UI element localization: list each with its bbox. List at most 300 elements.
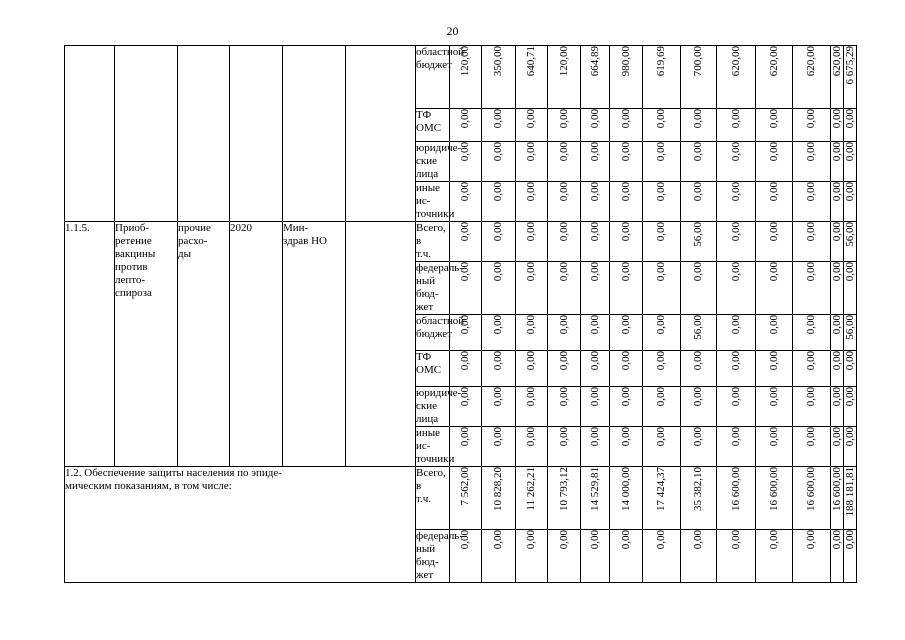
year: 2020 bbox=[230, 222, 283, 467]
value-text: 0,00 bbox=[492, 427, 504, 447]
value-text: 0,00 bbox=[557, 222, 570, 242]
value-cell bbox=[516, 467, 548, 530]
value-text: 0,00 bbox=[655, 182, 667, 202]
value-cell bbox=[717, 315, 756, 351]
value-cell bbox=[717, 262, 756, 315]
value-text: 0,00 bbox=[525, 351, 537, 371]
value-cell bbox=[717, 182, 756, 222]
value-text: 0,00 bbox=[843, 109, 856, 129]
value-cell bbox=[482, 351, 516, 387]
value-text: 120,00 bbox=[557, 46, 570, 77]
value-text: 56,00 bbox=[843, 315, 856, 340]
value-text: 6 675,29 bbox=[843, 46, 856, 85]
value-cell bbox=[756, 262, 793, 315]
value-text: 0,00 bbox=[525, 142, 537, 162]
value-cell bbox=[831, 427, 844, 467]
value-text: 0,00 bbox=[830, 109, 843, 129]
value-text: 0,00 bbox=[588, 182, 601, 202]
value-text: 0,00 bbox=[805, 530, 817, 550]
value-cell bbox=[831, 142, 844, 182]
value-text: 0,00 bbox=[729, 109, 742, 129]
value-cell bbox=[831, 530, 844, 583]
value-text: 0,00 bbox=[492, 142, 504, 162]
value-cell bbox=[581, 467, 610, 530]
value-text: 0,00 bbox=[557, 142, 570, 162]
value-text: 0,00 bbox=[655, 142, 667, 162]
budget-table-body bbox=[65, 46, 857, 583]
value-cell bbox=[450, 222, 482, 262]
value-text: 0,00 bbox=[459, 109, 471, 129]
value-text: 0,00 bbox=[767, 315, 780, 335]
value-cell bbox=[482, 467, 516, 530]
value-text: 0,00 bbox=[588, 222, 601, 242]
empty-cell bbox=[346, 222, 416, 467]
value-cell bbox=[482, 46, 516, 109]
value-cell bbox=[793, 387, 831, 427]
empty-cell bbox=[178, 46, 230, 222]
value-text: 0,00 bbox=[459, 387, 471, 407]
value-cell bbox=[844, 351, 857, 387]
funding-source: Всего, в т.ч. bbox=[416, 222, 450, 262]
value-text: 0,00 bbox=[459, 530, 471, 550]
value-cell bbox=[643, 315, 681, 351]
value-cell bbox=[482, 530, 516, 583]
budget-table bbox=[64, 45, 857, 583]
value-cell bbox=[831, 387, 844, 427]
value-text: 0,00 bbox=[767, 427, 780, 447]
value-text: 0,00 bbox=[557, 427, 570, 447]
value-text: 0,00 bbox=[692, 427, 704, 447]
value-text: 0,00 bbox=[619, 182, 632, 202]
value-text: 0,00 bbox=[619, 387, 632, 407]
value-cell bbox=[844, 315, 857, 351]
value-text: 0,00 bbox=[619, 262, 632, 282]
value-text: 980,00 bbox=[619, 46, 632, 77]
empty-cell bbox=[283, 46, 346, 222]
value-cell bbox=[450, 351, 482, 387]
funding-source: ТФ ОМС bbox=[416, 351, 450, 387]
value-text: 664,89 bbox=[588, 46, 601, 77]
value-cell bbox=[581, 109, 610, 142]
value-text: 0,00 bbox=[525, 427, 537, 447]
value-cell bbox=[831, 467, 844, 530]
value-text: 0,00 bbox=[557, 387, 570, 407]
value-cell bbox=[581, 315, 610, 351]
value-text: 0,00 bbox=[830, 315, 843, 335]
value-text: 14 529,81 bbox=[588, 467, 601, 511]
value-cell bbox=[717, 467, 756, 530]
value-cell bbox=[516, 427, 548, 467]
value-text: 0,00 bbox=[525, 262, 537, 282]
value-text: 0,00 bbox=[492, 182, 504, 202]
value-cell bbox=[516, 46, 548, 109]
value-cell bbox=[610, 530, 643, 583]
value-cell bbox=[482, 387, 516, 427]
value-text: 56,00 bbox=[692, 222, 704, 247]
value-cell bbox=[844, 467, 857, 530]
page-number: 20 bbox=[446, 24, 459, 38]
value-cell bbox=[610, 427, 643, 467]
value-text: 0,00 bbox=[830, 530, 843, 550]
value-text: 620,00 bbox=[805, 46, 817, 77]
value-text: 0,00 bbox=[619, 315, 632, 335]
value-text: 0,00 bbox=[767, 351, 780, 371]
value-text: 0,00 bbox=[655, 222, 667, 242]
empty-cell bbox=[346, 46, 416, 222]
value-text: 0,00 bbox=[805, 182, 817, 202]
value-cell bbox=[516, 142, 548, 182]
value-text: 0,00 bbox=[557, 182, 570, 202]
value-cell bbox=[482, 182, 516, 222]
value-text: 16 600,00 bbox=[805, 467, 817, 511]
value-text: 0,00 bbox=[767, 222, 780, 242]
value-cell bbox=[581, 262, 610, 315]
value-cell bbox=[548, 262, 581, 315]
value-cell bbox=[717, 142, 756, 182]
value-text: 0,00 bbox=[805, 262, 817, 282]
value-cell bbox=[643, 351, 681, 387]
value-cell bbox=[548, 530, 581, 583]
value-cell bbox=[844, 427, 857, 467]
value-cell bbox=[756, 351, 793, 387]
value-cell bbox=[681, 46, 717, 109]
value-cell bbox=[581, 530, 610, 583]
executor: Мин- здрав НО bbox=[283, 222, 346, 467]
value-cell bbox=[793, 467, 831, 530]
value-text: 0,00 bbox=[655, 315, 667, 335]
value-cell bbox=[516, 351, 548, 387]
value-cell bbox=[516, 315, 548, 351]
value-cell bbox=[610, 46, 643, 109]
value-cell bbox=[831, 46, 844, 109]
value-text: 0,00 bbox=[525, 222, 537, 242]
value-cell bbox=[643, 530, 681, 583]
value-text: 0,00 bbox=[729, 315, 742, 335]
value-text: 0,00 bbox=[843, 387, 856, 407]
value-cell bbox=[548, 427, 581, 467]
value-text: 0,00 bbox=[843, 530, 856, 550]
value-cell bbox=[643, 467, 681, 530]
value-cell bbox=[756, 109, 793, 142]
value-cell bbox=[844, 142, 857, 182]
value-text: 0,00 bbox=[525, 109, 537, 129]
value-text: 0,00 bbox=[619, 142, 632, 162]
value-cell bbox=[681, 142, 717, 182]
value-cell bbox=[482, 427, 516, 467]
value-text: 0,00 bbox=[692, 262, 704, 282]
value-cell bbox=[548, 467, 581, 530]
value-text: 0,00 bbox=[843, 142, 856, 162]
value-cell bbox=[581, 222, 610, 262]
value-cell bbox=[756, 182, 793, 222]
value-text: 0,00 bbox=[619, 530, 632, 550]
value-cell bbox=[450, 109, 482, 142]
funding-source: областной бюджет bbox=[416, 315, 450, 351]
value-cell bbox=[793, 182, 831, 222]
value-text: 0,00 bbox=[729, 427, 742, 447]
table-row bbox=[65, 46, 857, 109]
value-cell bbox=[831, 351, 844, 387]
value-text: 0,00 bbox=[492, 387, 504, 407]
value-text: 0,00 bbox=[619, 109, 632, 129]
value-cell bbox=[756, 467, 793, 530]
empty-cell bbox=[230, 46, 283, 222]
table-row bbox=[65, 467, 857, 530]
value-text: 10 793,12 bbox=[557, 467, 570, 511]
value-text: 14 000,00 bbox=[619, 467, 632, 511]
value-text: 0,00 bbox=[459, 142, 471, 162]
value-cell bbox=[717, 427, 756, 467]
value-text: 7 562,00 bbox=[459, 467, 471, 506]
value-cell bbox=[681, 222, 717, 262]
value-cell bbox=[516, 262, 548, 315]
value-text: 0,00 bbox=[692, 387, 704, 407]
item-name: Приоб- ретение вакцины против лепто- спироза bbox=[115, 222, 178, 467]
value-text: 0,00 bbox=[557, 530, 570, 550]
value-cell bbox=[793, 109, 831, 142]
value-text: 350,00 bbox=[492, 46, 504, 77]
value-text: 0,00 bbox=[729, 351, 742, 371]
value-cell bbox=[793, 315, 831, 351]
value-cell bbox=[756, 427, 793, 467]
value-text: 0,00 bbox=[588, 387, 601, 407]
value-cell bbox=[831, 262, 844, 315]
value-cell bbox=[610, 109, 643, 142]
value-cell bbox=[548, 182, 581, 222]
value-cell bbox=[717, 387, 756, 427]
value-cell bbox=[610, 351, 643, 387]
value-text: 0,00 bbox=[692, 530, 704, 550]
value-text: 0,00 bbox=[492, 315, 504, 335]
value-cell bbox=[717, 222, 756, 262]
value-cell bbox=[681, 315, 717, 351]
value-cell bbox=[793, 46, 831, 109]
value-text: 0,00 bbox=[729, 142, 742, 162]
section-title: 1.2. Обеспечение защиты населения по эпиде- мическим показаниям, в том числе: bbox=[65, 467, 416, 583]
value-text: 0,00 bbox=[729, 262, 742, 282]
value-cell bbox=[482, 262, 516, 315]
value-cell bbox=[581, 46, 610, 109]
value-cell bbox=[548, 142, 581, 182]
value-text: 0,00 bbox=[805, 351, 817, 371]
value-cell bbox=[717, 109, 756, 142]
value-cell bbox=[610, 182, 643, 222]
value-text: 0,00 bbox=[492, 109, 504, 129]
value-cell bbox=[482, 142, 516, 182]
value-text: 0,00 bbox=[830, 142, 843, 162]
value-text: 0,00 bbox=[767, 182, 780, 202]
value-text: 0,00 bbox=[843, 351, 856, 371]
value-text: 0,00 bbox=[692, 142, 704, 162]
value-text: 620,00 bbox=[830, 46, 843, 77]
value-cell bbox=[548, 109, 581, 142]
item-number: 1.1.5. bbox=[65, 222, 115, 467]
value-text: 0,00 bbox=[655, 351, 667, 371]
value-text: 0,00 bbox=[830, 182, 843, 202]
funding-source: иные ис- точники bbox=[416, 427, 455, 465]
value-text: 0,00 bbox=[805, 109, 817, 129]
value-cell bbox=[643, 387, 681, 427]
value-text: 0,00 bbox=[492, 222, 504, 242]
value-text: 56,00 bbox=[843, 222, 856, 247]
value-text: 0,00 bbox=[767, 262, 780, 282]
value-text: 0,00 bbox=[830, 387, 843, 407]
value-text: 0,00 bbox=[655, 109, 667, 129]
value-text: 0,00 bbox=[588, 427, 601, 447]
value-text: 0,00 bbox=[459, 351, 471, 371]
value-text: 0,00 bbox=[729, 182, 742, 202]
value-text: 0,00 bbox=[588, 315, 601, 335]
value-text: 11 262,21 bbox=[525, 467, 537, 511]
value-cell bbox=[756, 222, 793, 262]
value-text: 700,00 bbox=[692, 46, 704, 77]
value-text: 0,00 bbox=[492, 530, 504, 550]
value-text: 56,00 bbox=[692, 315, 704, 340]
funding-source: ТФ ОМС bbox=[416, 109, 450, 142]
value-cell bbox=[482, 222, 516, 262]
value-text: 640,71 bbox=[525, 46, 537, 77]
value-cell bbox=[717, 46, 756, 109]
value-cell bbox=[756, 142, 793, 182]
value-cell bbox=[581, 351, 610, 387]
value-cell bbox=[793, 142, 831, 182]
value-cell bbox=[793, 530, 831, 583]
value-text: 0,00 bbox=[767, 109, 780, 129]
value-cell bbox=[756, 315, 793, 351]
value-text: 16 600,00 bbox=[729, 467, 742, 511]
value-cell bbox=[643, 46, 681, 109]
value-cell bbox=[610, 262, 643, 315]
value-text: 0,00 bbox=[459, 427, 471, 447]
value-text: 120,00 bbox=[459, 46, 471, 77]
value-cell bbox=[610, 222, 643, 262]
value-text: 0,00 bbox=[588, 142, 601, 162]
value-cell bbox=[516, 109, 548, 142]
value-cell bbox=[610, 142, 643, 182]
value-text: 0,00 bbox=[655, 387, 667, 407]
value-text: 10 828,20 bbox=[492, 467, 504, 511]
value-cell bbox=[450, 182, 482, 222]
value-cell bbox=[581, 182, 610, 222]
value-text: 0,00 bbox=[557, 351, 570, 371]
value-text: 0,00 bbox=[557, 315, 570, 335]
value-cell bbox=[793, 351, 831, 387]
value-text: 17 424,37 bbox=[655, 467, 667, 511]
value-text: 0,00 bbox=[729, 222, 742, 242]
value-cell bbox=[681, 467, 717, 530]
value-text: 0,00 bbox=[459, 182, 471, 202]
value-text: 0,00 bbox=[767, 387, 780, 407]
value-cell bbox=[844, 387, 857, 427]
value-cell bbox=[831, 109, 844, 142]
value-cell bbox=[844, 222, 857, 262]
funding-source: федераль- ный бюд- жет bbox=[416, 530, 463, 581]
value-cell bbox=[548, 222, 581, 262]
value-cell bbox=[643, 109, 681, 142]
value-text: 0,00 bbox=[729, 387, 742, 407]
value-text: 16 600,00 bbox=[767, 467, 780, 511]
value-cell bbox=[844, 46, 857, 109]
expense-category: прочие расхо- ды bbox=[178, 222, 230, 467]
value-text: 0,00 bbox=[805, 142, 817, 162]
value-text: 0,00 bbox=[619, 222, 632, 242]
value-cell bbox=[581, 387, 610, 427]
value-cell bbox=[610, 315, 643, 351]
value-cell bbox=[717, 530, 756, 583]
value-cell bbox=[831, 182, 844, 222]
value-cell bbox=[516, 530, 548, 583]
value-cell bbox=[548, 351, 581, 387]
value-text: 0,00 bbox=[459, 262, 471, 282]
value-cell bbox=[548, 387, 581, 427]
value-cell bbox=[643, 222, 681, 262]
value-cell bbox=[844, 530, 857, 583]
value-text: 0,00 bbox=[830, 222, 843, 242]
value-text: 0,00 bbox=[619, 351, 632, 371]
value-cell bbox=[450, 467, 482, 530]
value-text: 188 181,81 bbox=[843, 467, 856, 517]
value-cell bbox=[793, 427, 831, 467]
value-text: 0,00 bbox=[588, 530, 601, 550]
value-text: 0,00 bbox=[805, 315, 817, 335]
value-text: 620,00 bbox=[767, 46, 780, 77]
value-cell bbox=[844, 182, 857, 222]
value-cell bbox=[717, 351, 756, 387]
value-text: 0,00 bbox=[492, 262, 504, 282]
empty-cell bbox=[115, 46, 178, 222]
value-cell bbox=[681, 262, 717, 315]
value-text: 0,00 bbox=[843, 182, 856, 202]
value-cell bbox=[756, 387, 793, 427]
value-text: 0,00 bbox=[459, 315, 471, 335]
value-text: 0,00 bbox=[767, 142, 780, 162]
value-cell bbox=[681, 387, 717, 427]
value-text: 0,00 bbox=[729, 530, 742, 550]
value-cell bbox=[548, 46, 581, 109]
value-cell bbox=[610, 387, 643, 427]
empty-cell bbox=[65, 46, 115, 222]
value-text: 0,00 bbox=[557, 109, 570, 129]
value-text: 0,00 bbox=[692, 109, 704, 129]
value-text: 16 600,00 bbox=[830, 467, 843, 511]
funding-source: федераль- ный бюд- жет bbox=[416, 262, 463, 313]
value-cell bbox=[581, 427, 610, 467]
value-cell bbox=[643, 427, 681, 467]
value-cell bbox=[516, 182, 548, 222]
value-text: 0,00 bbox=[805, 387, 817, 407]
value-text: 0,00 bbox=[655, 530, 667, 550]
value-cell bbox=[643, 262, 681, 315]
value-cell bbox=[581, 142, 610, 182]
value-cell bbox=[681, 351, 717, 387]
value-text: 0,00 bbox=[692, 351, 704, 371]
value-cell bbox=[756, 46, 793, 109]
value-text: 0,00 bbox=[557, 262, 570, 282]
value-text: 0,00 bbox=[655, 427, 667, 447]
value-text: 0,00 bbox=[692, 182, 704, 202]
funding-source: Всего, в т.ч. bbox=[416, 467, 450, 530]
value-text: 0,00 bbox=[525, 530, 537, 550]
value-cell bbox=[482, 109, 516, 142]
value-cell bbox=[548, 315, 581, 351]
value-text: 0,00 bbox=[830, 427, 843, 447]
table-row bbox=[65, 222, 857, 262]
value-text: 0,00 bbox=[588, 351, 601, 371]
value-text: 0,00 bbox=[588, 262, 601, 282]
value-text: 0,00 bbox=[830, 262, 843, 282]
value-text: 35 382,10 bbox=[692, 467, 704, 511]
value-cell bbox=[844, 109, 857, 142]
